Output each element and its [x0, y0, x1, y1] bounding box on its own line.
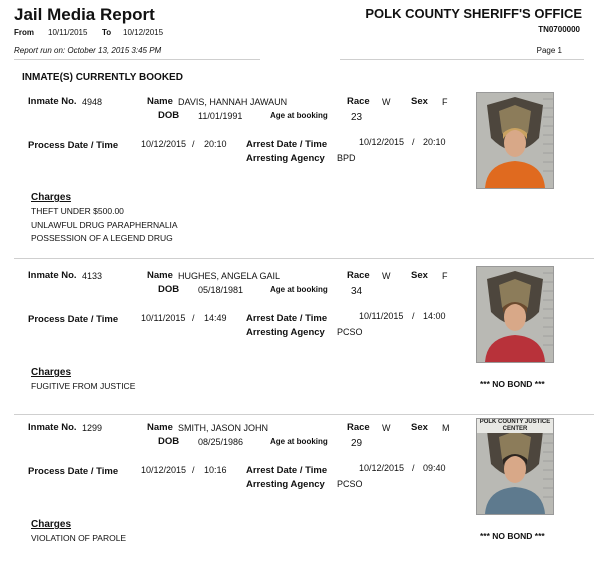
race-value: W: [382, 97, 391, 107]
age-value: 23: [351, 112, 363, 123]
name-value: SMITH, JASON JOHN: [178, 423, 269, 433]
charge-item: THEFT UNDER $500.00: [31, 206, 124, 216]
arrest-date-value: 10/11/2015: [359, 311, 404, 321]
inmate-no-label: Inmate No.: [28, 270, 77, 281]
agency-value: PCSO: [337, 479, 363, 489]
arrest-slash: /: [412, 311, 415, 321]
age-value: 34: [351, 286, 363, 297]
agency-value: PCSO: [337, 327, 363, 337]
inmate-no-value: 1299: [82, 423, 103, 433]
arrest-slash: /: [412, 463, 415, 473]
no-bond-label: *** NO BOND ***: [480, 531, 545, 541]
dob-label: DOB: [158, 436, 180, 447]
agency-label: Arresting Agency: [246, 479, 325, 490]
process-date-label: Process Date / Time: [28, 314, 119, 325]
age-label: Age at booking: [270, 285, 328, 294]
name-label: Name: [147, 96, 173, 107]
to-date: 10/12/2015: [123, 28, 164, 37]
arrest-date-label: Arrest Date / Time: [246, 139, 328, 150]
race-label: Race: [347, 270, 370, 281]
no-bond-label: *** NO BOND ***: [480, 379, 545, 389]
arrest-date-label: Arrest Date / Time: [246, 313, 328, 324]
agency-value: BPD: [337, 153, 356, 163]
name-label: Name: [147, 270, 173, 281]
sex-value: F: [442, 97, 448, 107]
name-value: DAVIS, HANNAH JAWAUN: [178, 97, 288, 107]
report-title: Jail Media Report: [14, 5, 155, 24]
dob-value: 11/01/1991: [198, 111, 243, 121]
to-label: To: [102, 28, 112, 37]
arrest-slash: /: [412, 137, 415, 147]
from-date: 10/11/2015: [48, 28, 88, 37]
from-label-text: From: [14, 28, 34, 37]
dob-label: DOB: [158, 284, 180, 295]
arrest-time-value: 14:00: [423, 311, 446, 321]
charges-heading: Charges: [31, 519, 72, 530]
ori-number: TN0700000: [538, 25, 580, 34]
arrest-time-value: 20:10: [423, 137, 446, 147]
header-divider-right: [340, 59, 584, 60]
agency-label: Arresting Agency: [246, 327, 325, 338]
arrest-date-value: 10/12/2015: [359, 463, 405, 473]
mugshot-photo: [476, 92, 554, 189]
charges-heading: Charges: [31, 192, 72, 203]
process-time-value: 14:49: [204, 313, 227, 323]
dob-value: 05/18/1981: [198, 285, 244, 295]
race-value: W: [382, 271, 391, 281]
process-slash: /: [192, 139, 195, 149]
sex-label: Sex: [411, 270, 428, 281]
inmate-no-value: 4133: [82, 271, 103, 281]
record-divider: [14, 414, 594, 415]
name-label: Name: [147, 422, 173, 433]
sex-value: F: [442, 271, 448, 281]
process-date-value: 10/12/2015: [141, 465, 187, 475]
mugshot-photo: [476, 418, 554, 515]
process-date-label: Process Date / Time: [28, 140, 119, 151]
charge-item: FUGITIVE FROM JUSTICE: [31, 381, 136, 391]
race-label: Race: [347, 422, 370, 433]
record-divider: [14, 258, 594, 259]
mugshot-photo: [476, 266, 554, 363]
sign-text: POLK COUNTY JUSTICE CENTER: [477, 419, 553, 433]
process-slash: /: [192, 465, 195, 475]
header-divider: [14, 59, 260, 60]
race-value: W: [382, 423, 391, 433]
sex-label: Sex: [411, 96, 428, 107]
process-date-value: 10/12/2015: [141, 139, 187, 149]
inmate-no-label: Inmate No.: [28, 422, 77, 433]
inmate-no-value: 4948: [82, 97, 103, 107]
run-on-text: Report run on: October 13, 2015 3:45 PM: [14, 46, 162, 55]
charges-heading: Charges: [31, 367, 72, 378]
dob-value: 08/25/1986: [198, 437, 244, 447]
office-name: POLK COUNTY SHERIFF'S OFFICE: [365, 6, 582, 21]
inmate-no-label: Inmate No.: [28, 96, 77, 107]
section-title: INMATE(S) CURRENTLY BOOKED: [22, 72, 183, 83]
process-time-value: 10:16: [204, 465, 227, 475]
sex-label: Sex: [411, 422, 428, 433]
process-slash: /: [192, 313, 195, 323]
age-value: 29: [351, 438, 363, 449]
arrest-date-label: Arrest Date / Time: [246, 465, 328, 476]
charge-item: UNLAWFUL DRUG PARAPHERNALIA: [31, 219, 178, 230]
process-date-label: Process Date / Time: [28, 466, 119, 477]
sex-value: M: [442, 423, 450, 433]
arrest-date-value: 10/12/2015: [359, 137, 405, 147]
arrest-time-value: 09:40: [423, 463, 446, 473]
charge-item: POSSESSION OF A LEGEND DRUG: [31, 233, 173, 243]
process-date-value: 10/11/2015: [141, 313, 186, 323]
name-value: HUGHES, ANGELA GAIL: [178, 271, 281, 281]
race-label: Race: [347, 96, 370, 107]
page-number: Page 1: [536, 46, 562, 55]
agency-label: Arresting Agency: [246, 153, 325, 164]
charge-item: VIOLATION OF PAROLE: [31, 533, 127, 543]
process-time-value: 20:10: [204, 139, 227, 149]
dob-label: DOB: [158, 110, 180, 121]
age-label: Age at booking: [270, 437, 328, 446]
age-label: Age at booking: [270, 111, 328, 120]
